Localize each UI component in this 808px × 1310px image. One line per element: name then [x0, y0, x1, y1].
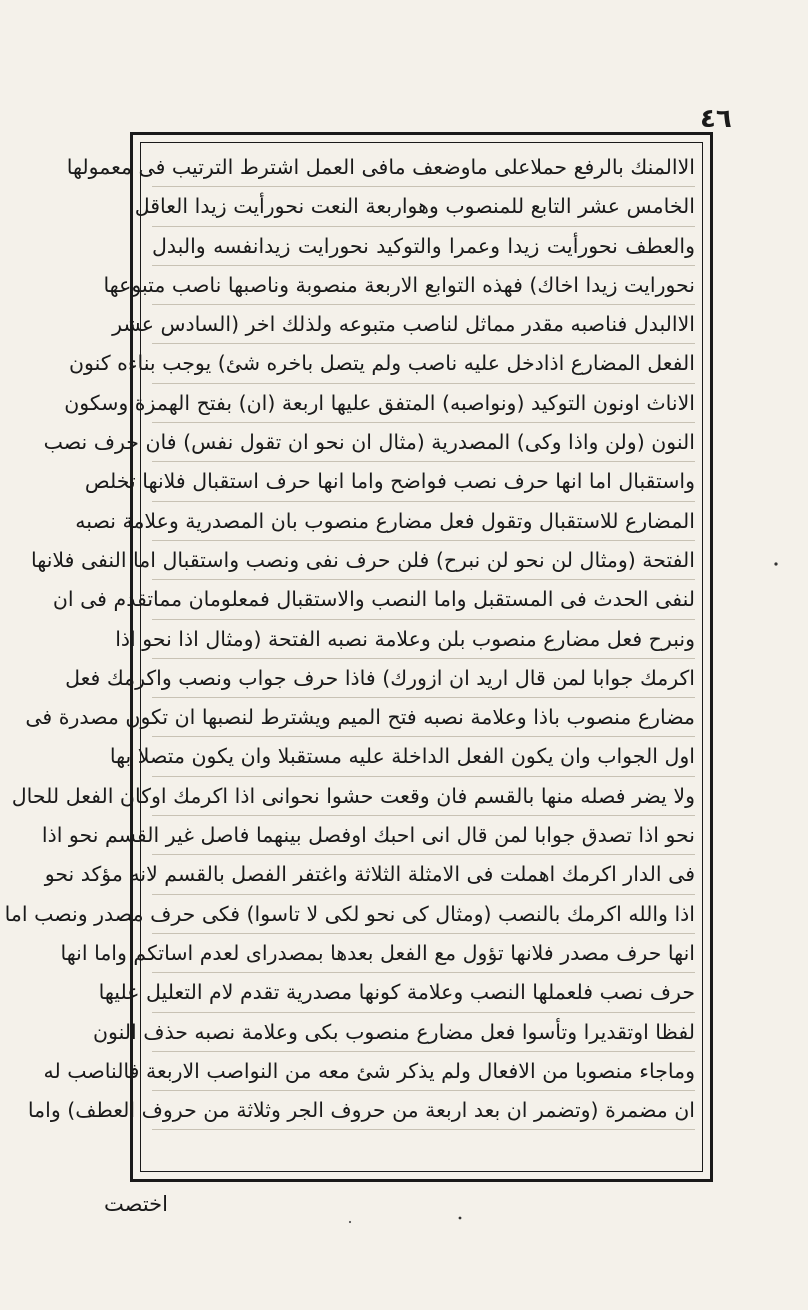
- ink-speck: [459, 1217, 462, 1220]
- text-line: وماجاء منصوبا من الافعال ولم يذكر شئ معه من النواصب الاربعة فالناصب له: [152, 1052, 695, 1091]
- text-line: والعطف نحورأيت زيدا وعمرا والتوكيد نحورايت زيدانفسه والبدل: [152, 227, 695, 266]
- text-line: ولا يضر فصله منها بالقسم فان وقعت حشوا نحوانى اذا اكرمك اوكان الفعل للحال: [152, 777, 695, 816]
- text-line: النون (ولن واذا وكى) المصدرية (مثال ان نحو ان تقول نفس) فان حرف نصب: [152, 423, 695, 462]
- text-line: اكرمك جوابا لمن قال اريد ان ازورك) فاذا حرف جواب ونصب واكرمك فعل: [152, 659, 695, 698]
- text-line: اذا والله اكرمك بالنصب (ومثال كى نحو لكى لا تاسوا) فكى حرف مصدر ونصب اما: [152, 895, 695, 934]
- text-line: الاناث اونون التوكيد (ونواصبه) المتفق عليها اربعة (ان) بفتح الهمزة وسكون: [152, 384, 695, 423]
- text-line: نحورايت زيدا اخاك) فهذه التوابع الاربعة منصوبة وناصبها ناصب متبوعها: [152, 266, 695, 305]
- text-line: اول الجواب وان يكون الفعل الداخلة عليه مستقبلا وان يكون متصلا بها: [152, 737, 695, 776]
- text-line: انها حرف مصدر فلانها تؤول مع الفعل بعدها بمصدراى لعدم اساتكم واما انها: [152, 934, 695, 973]
- catchword: اختصت: [104, 1192, 168, 1216]
- page-number: ٤٦: [700, 104, 732, 134]
- text-line: لفظا اوتقديرا وتأسوا فعل مضارع منصوب بكى وعلامة نصبه حذف النون: [152, 1013, 695, 1052]
- text-line: ونبرح فعل مضارع منصوب بلن وعلامة نصبه الفتحة (ومثال اذا نحو اذا: [152, 620, 695, 659]
- text-line: الخامس عشر التابع للمنصوب وهواربعة النعت نحورأيت زيدا العاقل: [152, 187, 695, 226]
- text-line: حرف نصب فلعملها النصب وعلامة كونها مصدرية تقدم لام التعليل عليها: [152, 973, 695, 1012]
- ink-speck: [349, 1221, 351, 1223]
- ink-speck: [774, 562, 777, 565]
- text-line: واستقبال اما انها حرف نصب فواضح واما انها حرف استقبال فلانها تخلص: [152, 462, 695, 501]
- text-line: الاالبدل فناصبه مقدر مماثل لناصب متبوعه ولذلك اخر (السادس عشر: [152, 305, 695, 344]
- text-line: لنفى الحدث فى المستقبل واما النصب والاستقبال فمعلومان مماتقدم فى ان: [152, 580, 695, 619]
- text-line: المضارع للاستقبال وتقول فعل مضارع منصوب بان المصدرية وعلامة نصبه: [152, 502, 695, 541]
- text-line: الفتحة (ومثال لن نحو لن نبرح) فلن حرف نفى ونصب واستقبال اما النفى فلانها: [152, 541, 695, 580]
- text-line: مضارع منصوب باذا وعلامة نصبه فتح الميم ويشترط لنصبها ان تكون مصدرة فى: [152, 698, 695, 737]
- text-line: الفعل المضارع اذادخل عليه ناصب ولم يتصل باخره شئ) يوجب بناءه كنون: [152, 344, 695, 383]
- text-line: ان مضمرة (وتضمر ان بعد اربعة من حروف الجر وثلاثة من حروف العطف) واما: [152, 1091, 695, 1130]
- text-line: نحو اذا تصدق جوابا لمن قال انى احبك اوفصل بينهما فاصل غير القسم نحو اذا: [152, 816, 695, 855]
- text-line: فى الدار اكرمك اهملت فى الامثلة الثلاثة واغتفر الفصل بالقسم لانه مؤكد نحو: [152, 855, 695, 894]
- text-line: الاالمنك بالرفع حملاعلى ماوضعف مافى العمل اشترط الترتيب فى معمولها: [152, 148, 695, 187]
